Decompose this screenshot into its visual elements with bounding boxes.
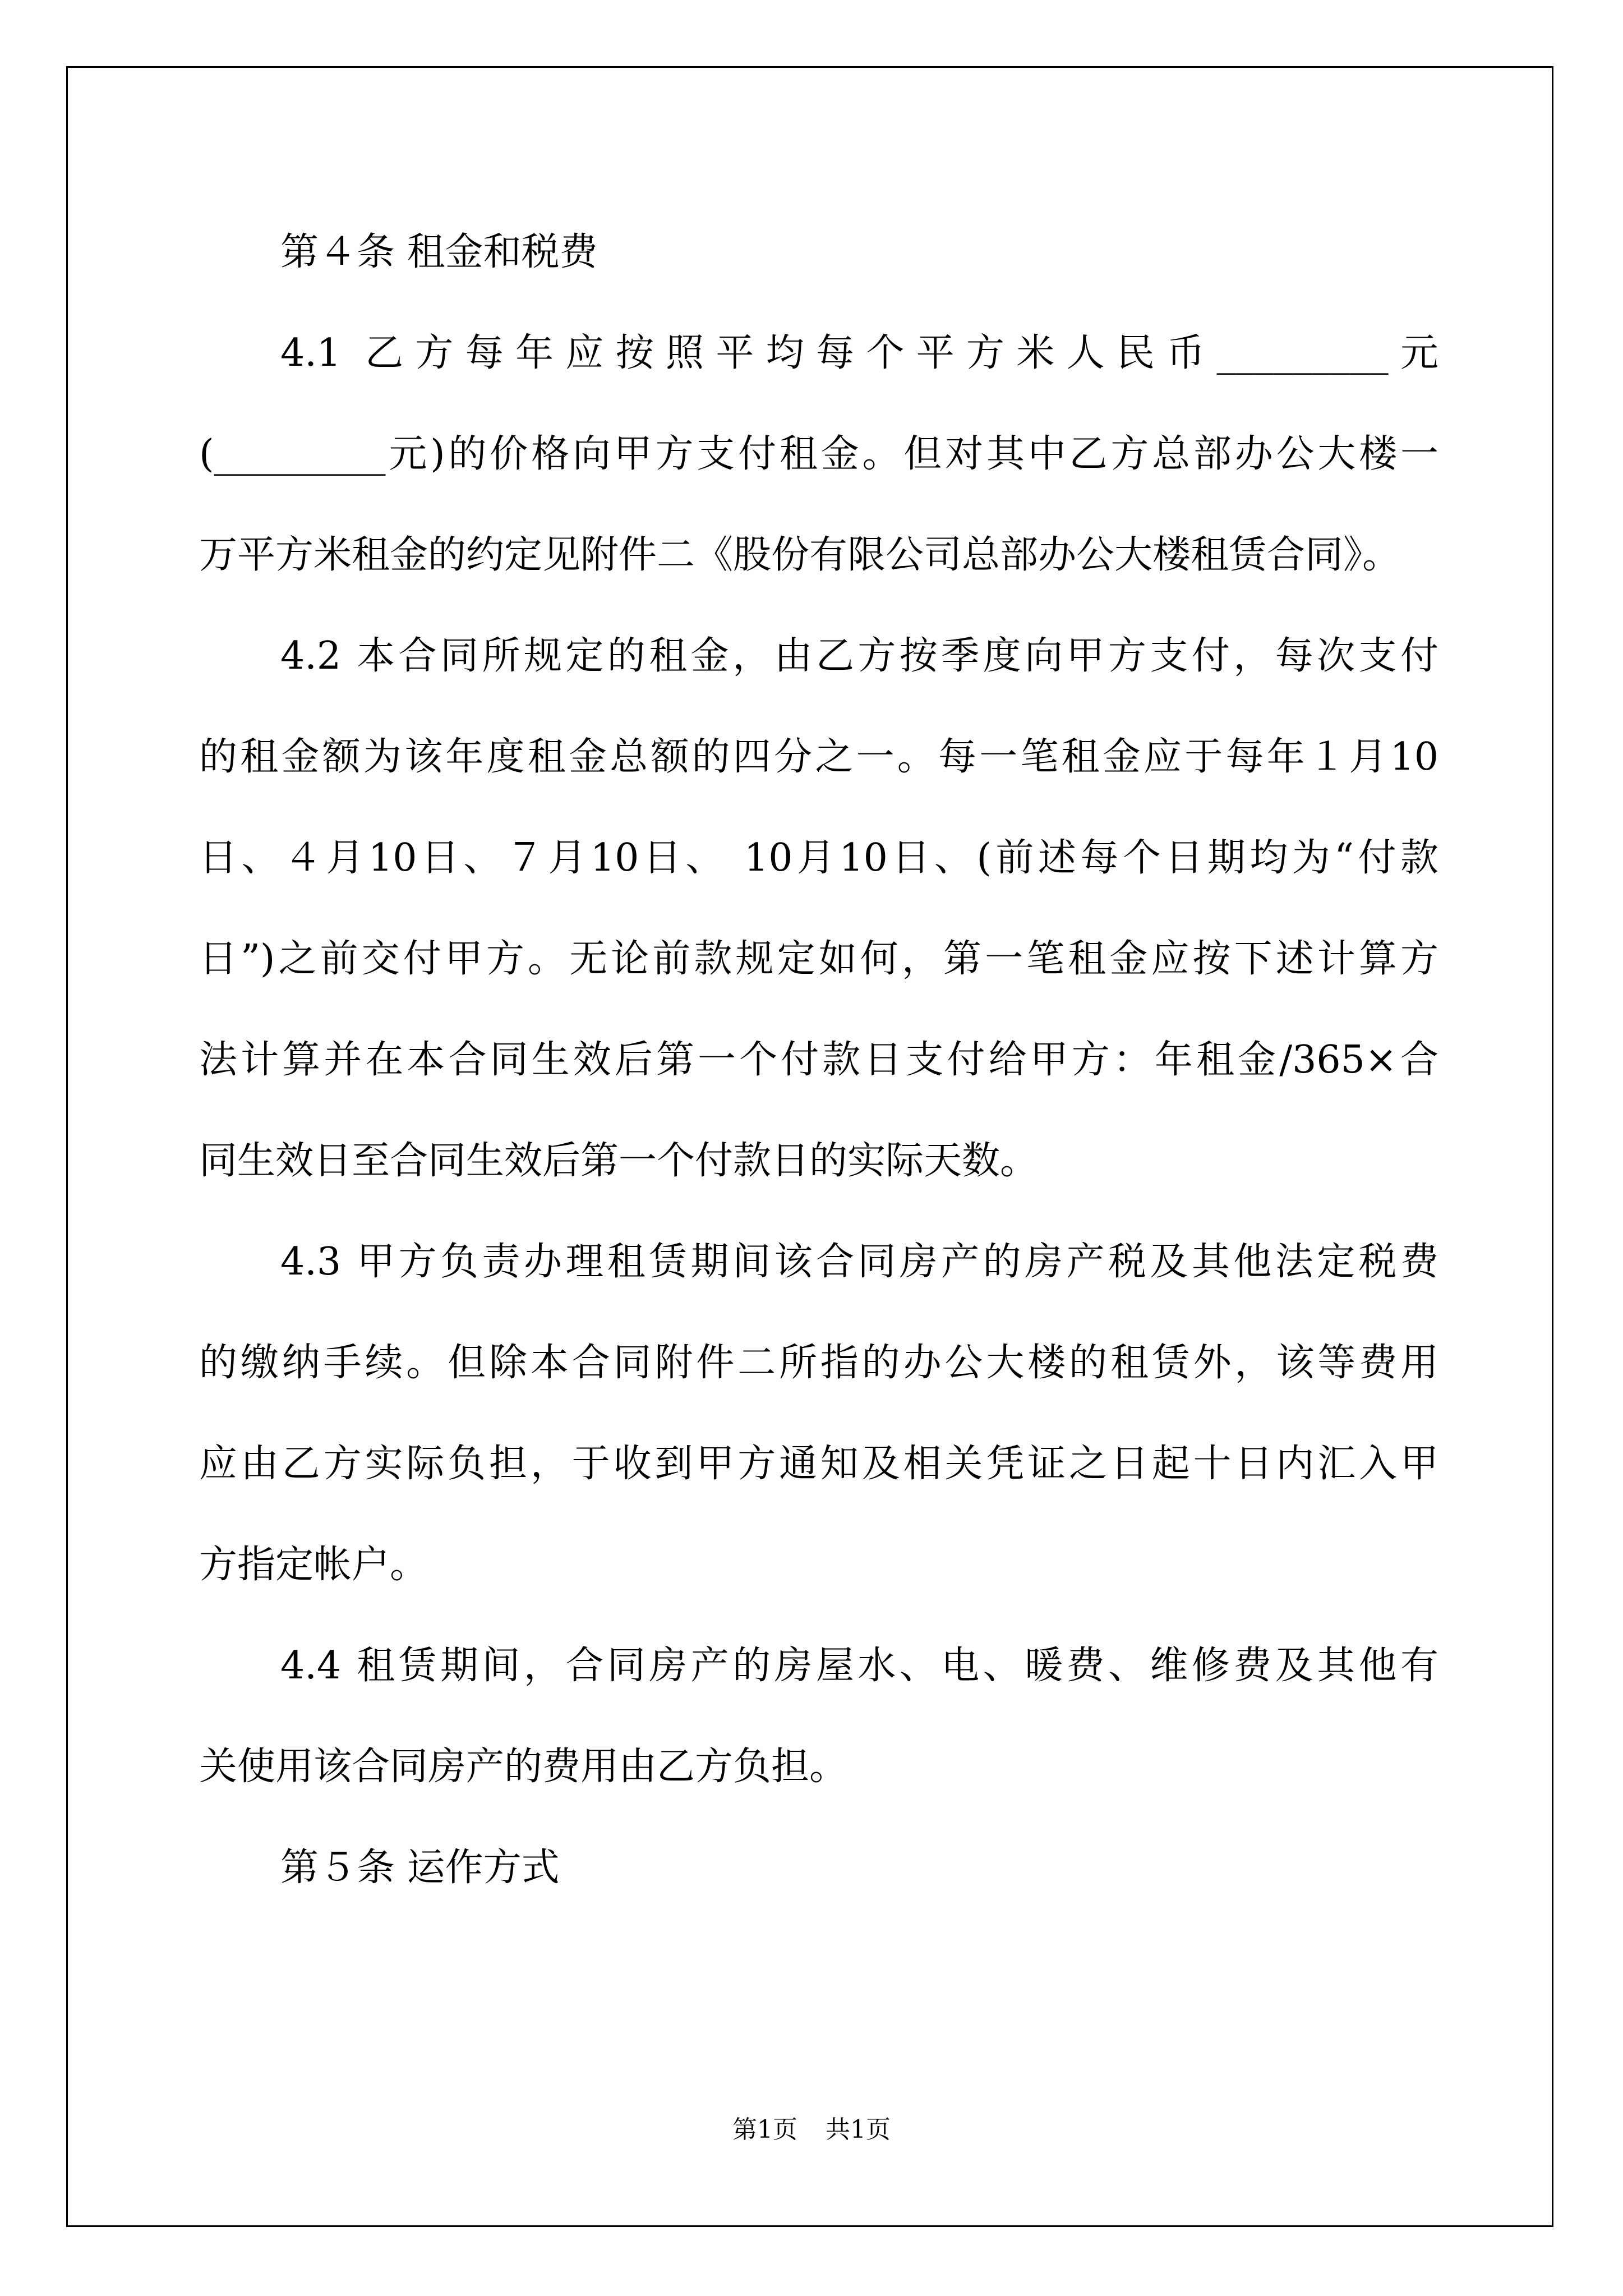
page-footer [0,2109,1623,2145]
paragraph-4-2-line-6: 同生效日至合同生效后第一个付款日的实际天数。 [199,1139,1039,1183]
paragraph-4-2-line-1: 4.2 本合同所规定的租金，由乙方按季度向甲方支付，每次支付 [280,634,1438,678]
paragraph-4-2-line-3: 日、４月10日、７月10日、 10月10日、(前述每个日期均为“付款 [199,836,1438,880]
paragraph-4-3-line-2: 的缴纳手续。但除本合同附件二所指的办公大楼的租赁外，该等费用 [199,1341,1438,1385]
paragraph-4-4-line-2: 关使用该合同房产的费用由乙方负担。 [199,1745,848,1789]
page-number: 第1页 [732,2115,797,2144]
paragraph-4-3-line-1: 4.3 甲方负责办理租赁期间该合同房产的房产税及其他法定税费 [280,1240,1438,1284]
page-total: 共1页 [826,2115,891,2144]
paragraph-4-1-line-3: 万平方米租金的约定见附件二《股份有限公司总部办公大楼租赁合同》。 [199,533,1401,577]
paragraph-4-1-line-1: 4.1 乙方每年应按照平均每个平方米人民币_________元 [280,331,1438,375]
paragraph-4-3-line-3: 应由乙方实际负担，于收到甲方通知及相关凭证之日起十日内汇入甲 [199,1442,1438,1486]
paragraph-4-3-line-4: 方指定帐户。 [199,1543,428,1587]
paragraph-4-2-line-2: 的租金额为该年度租金总额的四分之一。每一笔租金应于每年１月10 [199,735,1438,779]
document-body [199,202,1438,1918]
paragraph-4-1-line-2: (_________元)的价格向甲方支付租金。但对其中乙方总部办公大楼一 [199,432,1438,476]
section-heading-5: 第５条 运作方式 [280,1846,560,1890]
paragraph-4-2-line-5: 法计算并在本合同生效后第一个付款日支付给甲方：年租金/365×合 [199,1038,1438,1082]
paragraph-4-2-line-4: 日”)之前交付甲方。无论前款规定如何，第一笔租金应按下述计算方 [199,937,1438,981]
paragraph-4-4-line-1: 4.4 租赁期间，合同房产的房屋水、电、暖费、维修费及其他有 [280,1644,1438,1688]
section-heading-4: 第４条 租金和税费 [280,230,598,274]
